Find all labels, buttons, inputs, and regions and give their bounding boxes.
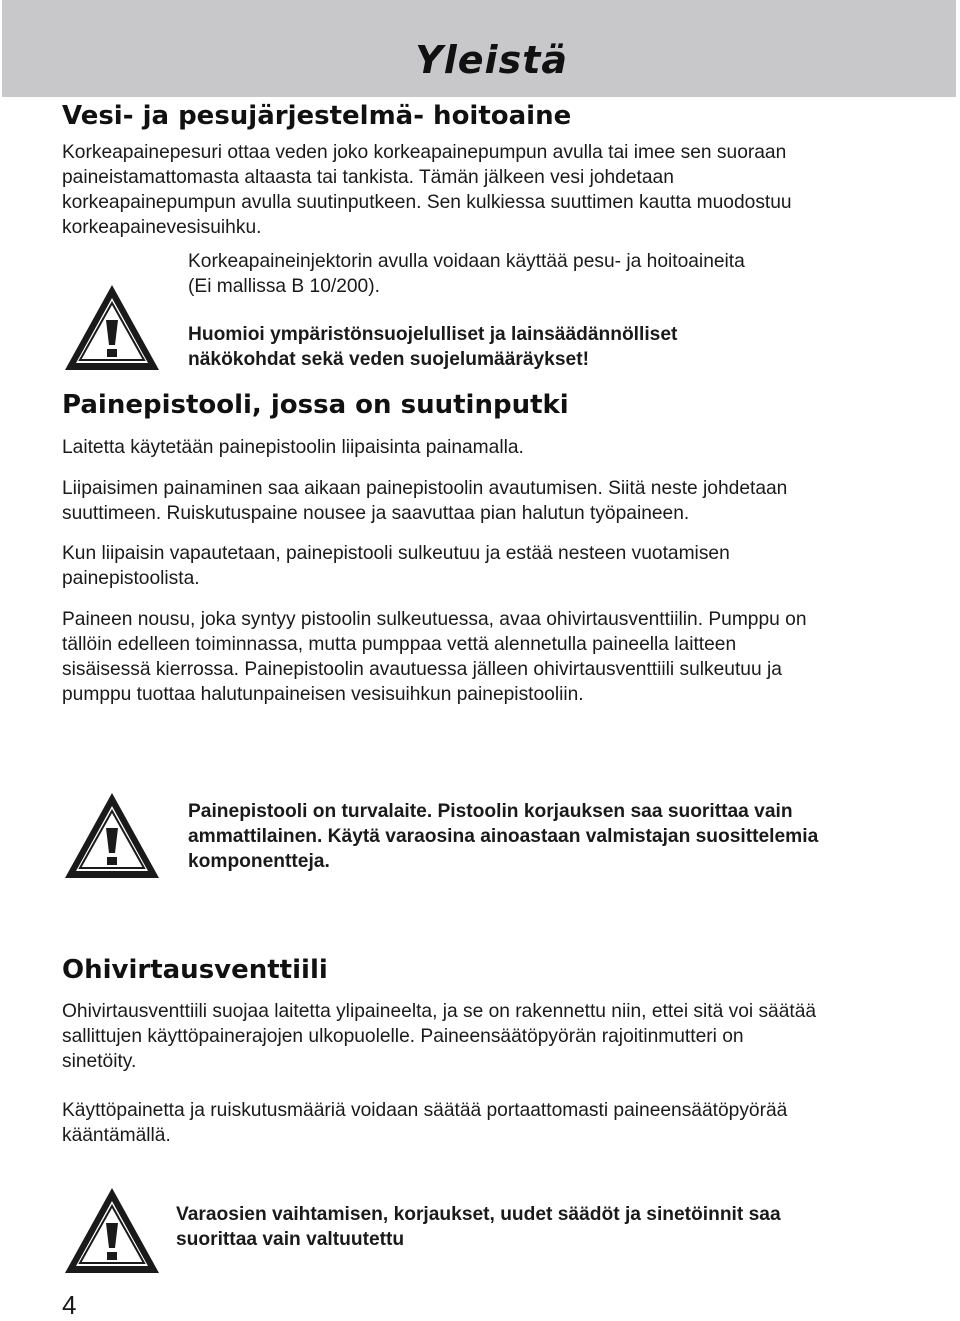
text-line: ammattilainen. Käytä varaosina ainoastaan valmistajan suosittelemia xyxy=(188,826,819,847)
section2-paragraph-2 xyxy=(62,476,942,526)
section-heading-pressure-gun: Painepistooli, jossa on suutinputki xyxy=(62,390,569,420)
text-line: Varaosien vaihtamisen, korjaukset, uudet säädöt ja sinetöinnit saa xyxy=(176,1204,781,1225)
text-line: korkeapainevesisuihku. xyxy=(62,217,262,238)
environment-warning xyxy=(188,322,888,372)
text-line: Painepistooli on turvalaite. Pistoolin korjauksen saa suorittaa vain xyxy=(188,801,793,822)
text-line: Paineen nousu, joka syntyy pistoolin sulkeutuessa, avaa ohivirtausventtiilin. Pumppu on xyxy=(62,609,807,630)
text-line: Ohivirtausventtiili suojaa laitetta ylipaineelta, ja se on rakennettu niin, ettei sitä voi säätää xyxy=(62,1001,817,1022)
page-number: 4 xyxy=(62,1290,77,1320)
section1-paragraph xyxy=(62,140,942,240)
section3-paragraph-2 xyxy=(62,1098,942,1148)
text-line: kääntämällä. xyxy=(62,1125,171,1146)
text-line: sisäisessä kierrossa. Painepistoolin avautuessa jälleen ohivirtausventtiili sulkeutuu ja xyxy=(62,659,782,680)
section-heading-bypass-valve: Ohivirtausventtiili xyxy=(62,955,328,985)
injector-note xyxy=(188,249,888,299)
text-line: Liipaisimen painaminen saa aikaan painepistoolin avautumisen. Siitä neste johdetaan xyxy=(62,478,788,499)
text-line: suuttimeen. Ruiskutuspaine nousee ja saavuttaa pian halutun työpaineen. xyxy=(62,503,690,524)
text-line: Huomioi ympäristönsuojelulliset ja lainsäädännölliset xyxy=(188,324,678,345)
text-line: korkeapainepumpun avulla suutinputkeen. Sen kulkiessa suuttimen kautta muodostuu xyxy=(62,192,792,213)
text-line: suorittaa vain valtuutettu xyxy=(176,1229,405,1250)
section3-paragraph-1 xyxy=(62,999,942,1074)
text-line: Kun liipaisin vapautetaan, painepistooli sulkeutuu ja estää nesteen vuotamisen xyxy=(62,543,730,564)
text-line: paineistamattomasta altaasta tai tankista. Tämän jälkeen vesi johdetaan xyxy=(62,167,674,188)
section2-paragraph-4 xyxy=(62,607,942,707)
pressure-gun-warning xyxy=(188,799,888,874)
warning-triangle-icon xyxy=(62,790,162,882)
text-line: (Ei mallissa B 10/200). xyxy=(188,276,380,297)
text-line: Korkeapaineinjektorin avulla voidaan käyttää pesu- ja hoitoaineita xyxy=(188,251,745,272)
text-line: tällöin edelleen toiminnassa, mutta pumppaa vettä alennetulla paineella laitteen xyxy=(62,634,737,655)
text-line: painepistoolista. xyxy=(62,568,200,589)
section2-paragraph-3 xyxy=(62,541,942,591)
section-heading-water-system: Vesi- ja pesujärjestelmä- hoitoaine xyxy=(62,101,572,131)
text-line: Laitetta käytetään painepistoolin liipaisinta painamalla. xyxy=(62,437,524,458)
warning-triangle-icon xyxy=(62,1185,162,1277)
text-line: sallittujen käyttöpainerajojen ulkopuolelle. Paineensäätöpyörän rajoitinmutteri on xyxy=(62,1026,744,1047)
text-line: komponentteja. xyxy=(188,851,330,872)
page-title: Yleistä xyxy=(415,38,568,82)
spare-parts-warning xyxy=(176,1202,896,1252)
warning-triangle-icon xyxy=(62,282,162,374)
text-line: pumppu tuottaa halutunpaineisen vesisuihkun painepistooliin. xyxy=(62,684,584,705)
text-line: sinetöity. xyxy=(62,1051,137,1072)
section2-paragraph-1 xyxy=(62,435,942,460)
text-line: Korkeapainepesuri ottaa veden joko korkeapainepumpun avulla tai imee sen suoraan xyxy=(62,142,787,163)
text-line: Käyttöpainetta ja ruiskutusmääriä voidaan säätää portaattomasti paineensäätöpyörää xyxy=(62,1100,788,1121)
text-line: näkökohdat sekä veden suojelumääräykset! xyxy=(188,349,589,370)
